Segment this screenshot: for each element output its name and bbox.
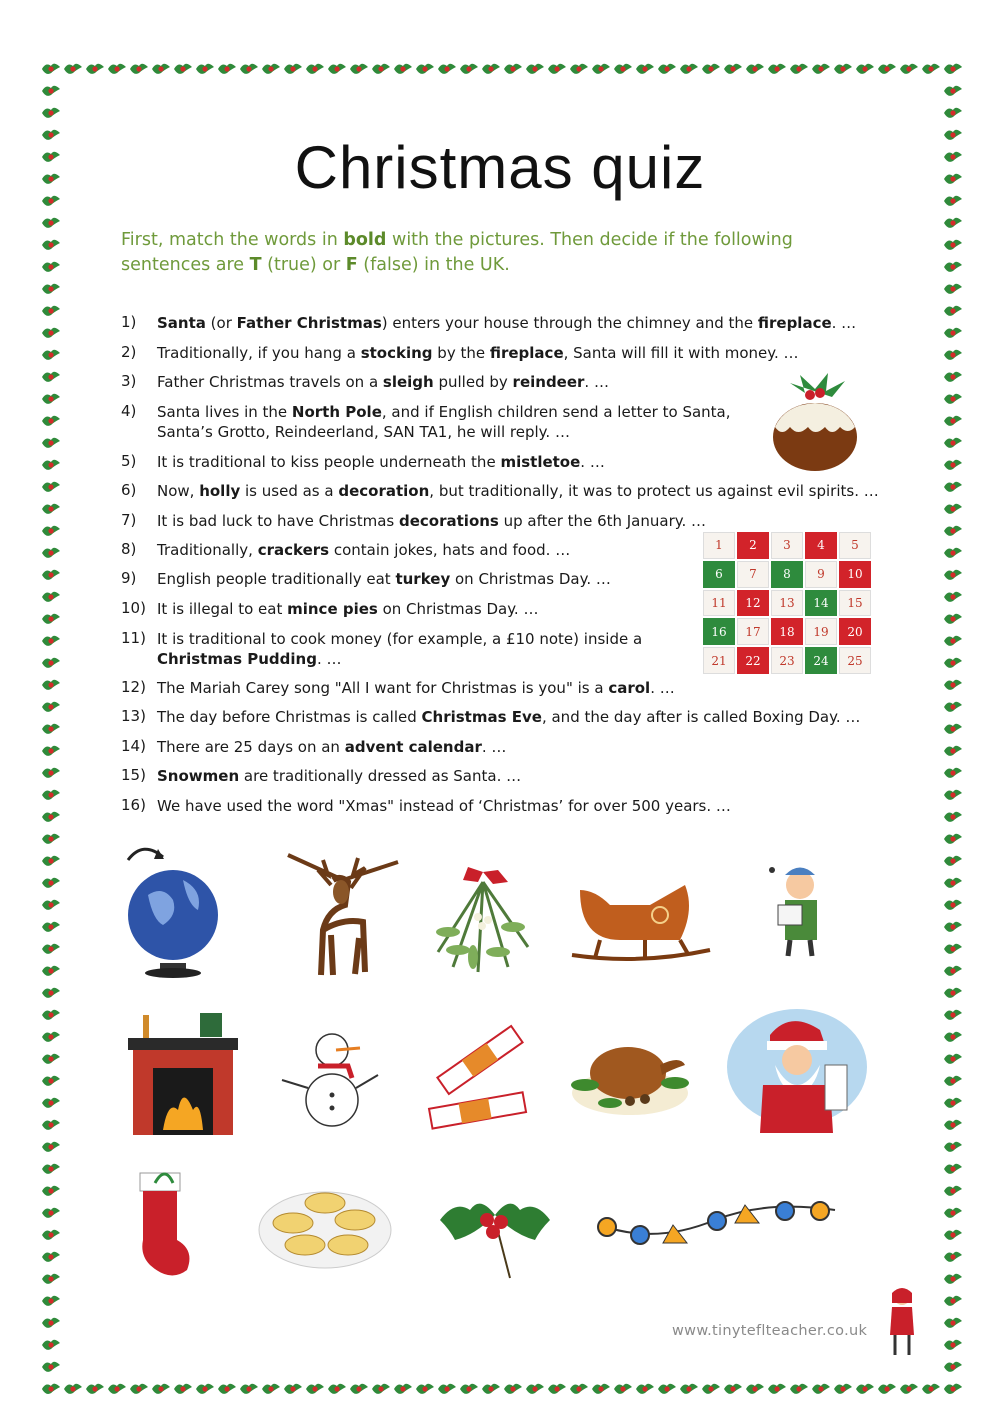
question-segment: Traditionally, xyxy=(157,541,258,559)
question-number: 8) xyxy=(121,540,137,558)
snowman-icon xyxy=(280,1020,380,1130)
question-number: 9) xyxy=(121,569,137,587)
calendar-day: 23 xyxy=(771,647,803,674)
question-9 xyxy=(121,569,611,589)
question-text xyxy=(157,372,609,392)
bold-keyword: advent calendar xyxy=(344,738,482,756)
question-segment: on Christmas Day. … xyxy=(377,600,539,618)
bold-keyword: Christmas Eve xyxy=(421,708,542,726)
question-segment: Traditionally, if you hang a xyxy=(157,344,361,362)
question-15 xyxy=(121,766,521,786)
question-segment: It is bad luck to have Christmas xyxy=(157,512,399,530)
calendar-day: 24 xyxy=(805,647,837,674)
question-2 xyxy=(121,343,799,363)
bold-keyword: carol xyxy=(608,679,651,697)
question-segment: are traditionally dressed as Santa. … xyxy=(239,767,522,785)
sleigh-icon xyxy=(570,870,712,970)
question-segment: , but traditionally, it was to protect us against evil spirits. … xyxy=(429,482,879,500)
calendar-day: 11 xyxy=(703,590,735,617)
question-3 xyxy=(121,372,609,392)
question-number: 7) xyxy=(121,511,137,529)
calendar-day: 21 xyxy=(703,647,735,674)
mince-pies-icon xyxy=(258,1185,393,1270)
question-number: 6) xyxy=(121,481,137,499)
question-segment: ) enters your house through the chimney and the xyxy=(381,314,758,332)
bold-keyword: North Pole xyxy=(291,403,382,421)
question-16 xyxy=(121,796,731,816)
question-segment: Santa lives in the xyxy=(157,403,292,421)
santa-icon xyxy=(725,1005,870,1135)
question-text xyxy=(157,707,860,727)
question-text xyxy=(157,511,706,531)
calendar-day: 7 xyxy=(737,561,769,588)
bold-keyword: fireplace xyxy=(489,344,564,362)
calendar-day: 3 xyxy=(771,532,803,559)
calendar-day: 12 xyxy=(737,590,769,617)
question-segment: , and if English children send a letter to Santa, xyxy=(381,403,731,421)
question-segment: is used as a xyxy=(240,482,339,500)
bold-keyword: turkey xyxy=(395,570,451,588)
question-number: 11) xyxy=(121,629,146,647)
question-segment: . … xyxy=(650,679,675,697)
calendar-day: 10 xyxy=(839,561,871,588)
question-text xyxy=(157,343,799,363)
bold-keyword: Christmas Pudding xyxy=(157,650,317,668)
instructions: First, match the words in bold with the pictures. Then decide if the following sentences are T (true) or F (false) in the UK. xyxy=(121,230,793,275)
question-14 xyxy=(121,737,506,757)
question-segment: English people traditionally eat xyxy=(157,570,396,588)
question-number: 12) xyxy=(121,678,146,696)
question-number: 5) xyxy=(121,452,137,470)
calendar-day: 4 xyxy=(805,532,837,559)
question-text xyxy=(157,629,642,669)
question-13 xyxy=(121,707,860,727)
question-1 xyxy=(121,313,856,333)
question-number: 15) xyxy=(121,766,146,784)
question-text xyxy=(157,766,521,786)
question-number: 10) xyxy=(121,599,146,617)
question-segment: . … xyxy=(481,738,507,756)
question-text xyxy=(157,678,675,698)
question-text xyxy=(157,599,538,619)
bold-keyword: fireplace xyxy=(757,314,832,332)
carol-singer-icon xyxy=(760,860,845,960)
bold-keyword: stocking xyxy=(360,344,433,362)
question-number: 14) xyxy=(121,737,146,755)
question-6 xyxy=(121,481,879,501)
question-4 xyxy=(121,402,731,442)
question-segment: , and the day after is called Boxing Day. … xyxy=(541,708,861,726)
calendar-day: 5 xyxy=(839,532,871,559)
question-7 xyxy=(121,511,706,531)
question-segment: The day before Christmas is called xyxy=(157,708,422,726)
question-segment: . … xyxy=(584,373,609,391)
calendar-day: 20 xyxy=(839,618,871,645)
calendar-day: 1 xyxy=(703,532,735,559)
question-segment: Now, xyxy=(157,482,200,500)
question-segment: Father Christmas travels on a xyxy=(157,373,383,391)
calendar-day: 22 xyxy=(737,647,769,674)
question-segment: on Christmas Day. … xyxy=(450,570,611,588)
globe-icon xyxy=(118,835,223,980)
question-segment: up after the 6th January. … xyxy=(498,512,707,530)
footer-website: www.tinyteflteacher.co.uk xyxy=(672,1323,868,1339)
question-11 xyxy=(121,629,642,669)
question-number: 1) xyxy=(121,313,137,331)
question-text xyxy=(157,737,506,757)
bold-keyword: sleigh xyxy=(382,373,434,391)
calendar-day: 14 xyxy=(805,590,837,617)
question-segment: . … xyxy=(831,314,857,332)
question-segment: There are 25 days on an xyxy=(157,738,345,756)
question-segment: (or xyxy=(205,314,237,332)
bold-keyword: Father Christmas xyxy=(236,314,382,332)
bold-keyword: reindeer xyxy=(512,373,585,391)
calendar-day: 9 xyxy=(805,561,837,588)
calendar-day: 15 xyxy=(839,590,871,617)
bold-keyword: Santa xyxy=(157,314,206,332)
teacher-icon xyxy=(884,1285,920,1357)
advent-calendar xyxy=(703,532,871,674)
question-12 xyxy=(121,678,675,698)
question-segment: . … xyxy=(580,453,605,471)
bold-keyword: mistletoe xyxy=(500,453,581,471)
question-segment: , Santa will fill it with money. … xyxy=(563,344,799,362)
question-segment: It is traditional to kiss people underneath the xyxy=(157,453,501,471)
question-segment: contain jokes, hats and food. … xyxy=(329,541,571,559)
calendar-day: 25 xyxy=(839,647,871,674)
question-segment: It is illegal to eat xyxy=(157,600,288,618)
question-segment: pulled by xyxy=(433,373,513,391)
question-5 xyxy=(121,452,605,472)
calendar-day: 2 xyxy=(737,532,769,559)
question-number: 2) xyxy=(121,343,137,361)
question-text xyxy=(157,796,731,816)
question-text xyxy=(157,402,731,442)
bold-keyword: holly xyxy=(199,482,241,500)
calendar-day: 8 xyxy=(771,561,803,588)
cracker-icon xyxy=(425,1020,535,1140)
question-number: 4) xyxy=(121,402,137,420)
question-segment: It is traditional to cook money (for example, a £10 note) inside a xyxy=(157,630,643,648)
stocking-icon xyxy=(125,1165,200,1285)
decoration-garland-icon xyxy=(595,1185,840,1255)
question-10 xyxy=(121,599,538,619)
question-text xyxy=(157,569,611,589)
christmas-pudding-icon xyxy=(770,365,860,473)
question-segment: by the xyxy=(432,344,490,362)
question-text xyxy=(157,540,570,560)
bold-keyword: mince pies xyxy=(287,600,378,618)
calendar-day: 13 xyxy=(771,590,803,617)
question-number: 3) xyxy=(121,372,137,390)
calendar-day: 6 xyxy=(703,561,735,588)
question-segment: . … xyxy=(316,650,342,668)
question-segment: We have used the word "Xmas" instead of ‘Christmas’ for over 500 years. … xyxy=(157,797,731,815)
page-title: Christmas quiz xyxy=(294,134,706,201)
calendar-day: 18 xyxy=(771,618,803,645)
question-segment: The Mariah Carey song "All I want for Christmas is you" is a xyxy=(157,679,609,697)
bold-keyword: decorations xyxy=(399,512,499,530)
fireplace-icon xyxy=(128,1010,238,1135)
mistletoe-icon xyxy=(418,862,548,982)
question-segment: Santa’s Grotto, Reindeerland, SAN TA1, he will reply. … xyxy=(157,423,570,441)
bold-keyword: crackers xyxy=(257,541,330,559)
reindeer-icon xyxy=(283,850,403,980)
calendar-day: 16 xyxy=(703,618,735,645)
question-number: 13) xyxy=(121,707,146,725)
question-text xyxy=(157,313,856,333)
bold-keyword: decoration xyxy=(338,482,430,500)
calendar-day: 17 xyxy=(737,618,769,645)
question-number: 16) xyxy=(121,796,146,814)
question-8 xyxy=(121,540,570,560)
calendar-day: 19 xyxy=(805,618,837,645)
holly-icon xyxy=(435,1190,555,1280)
bold-keyword: Snowmen xyxy=(157,767,240,785)
question-text xyxy=(157,481,879,501)
question-text xyxy=(157,452,605,472)
turkey-icon xyxy=(570,1035,695,1120)
